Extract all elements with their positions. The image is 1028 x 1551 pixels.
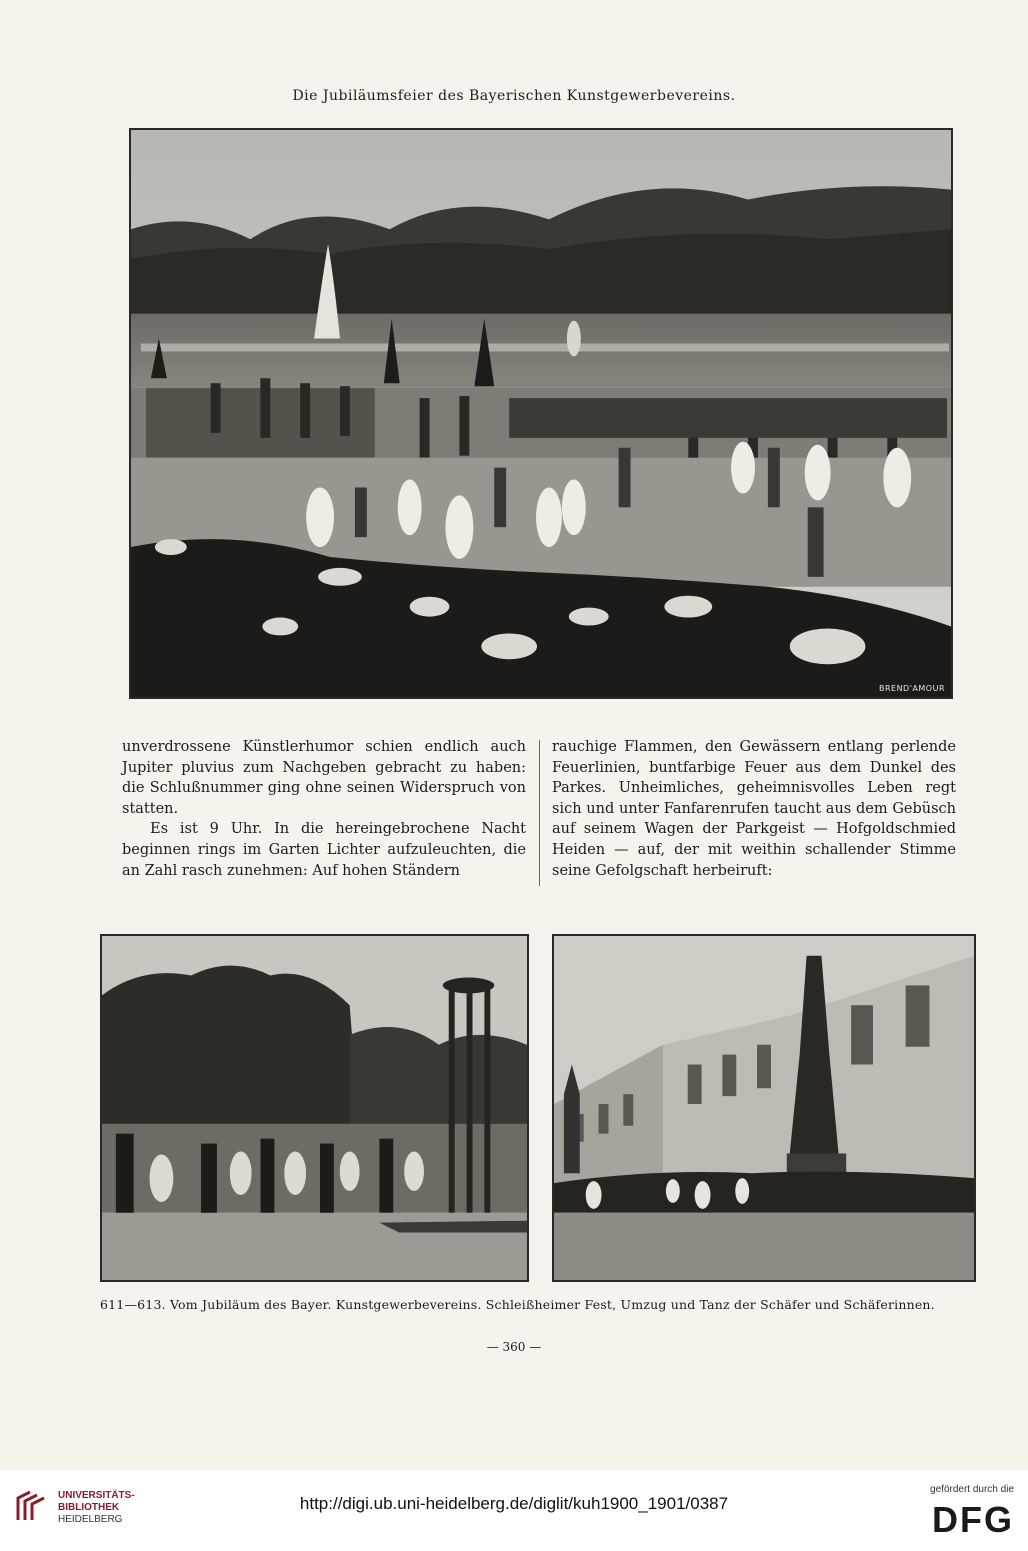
paragraph: rauchige Flammen, den Gewässern entlang perlende Feuerlinien, buntfarbige Feuer aus dem Dunkel des Parkes. Unheimliches, geheimnisvolles Leben regt sich und unter Fanfarenrufen taucht aus dem Gebüsch auf seinem Wagen der Parkgeist — Hofgoldschmied Heiden — auf, der mit weithin schallender Stimme seine Gefolgschaft herbeiruft:: [552, 739, 956, 879]
photo-palace-image: [554, 936, 974, 1280]
library-name-line: HEIDELBERG: [58, 1514, 123, 1525]
paragraph: unverdrossene Künstlerhumor schien endlich auch Jupiter pluvius zum Nachgeben gebracht zu haben: die Schlußnummer ging ohne seinen Widerspruch von statten.: [122, 739, 526, 817]
running-head: Die Jubiläumsfeier des Bayerischen Kunstgewerbevereins.: [292, 88, 736, 104]
funding-label: gefördert durch die: [930, 1484, 1014, 1495]
text-column-left: [122, 737, 526, 881]
column-divider: [539, 740, 540, 886]
photo-garden-dance-image: [131, 130, 951, 697]
photo-garden-dance: [129, 128, 953, 699]
permalink-url[interactable]: http://digi.ub.uni-heidelberg.de/diglit/kuh1900_1901/0387: [299, 1494, 729, 1513]
dfg-logo: DFG: [932, 1499, 1014, 1540]
paragraph: Es ist 9 Uhr. In die hereingebrochene Nacht beginnen rings im Garten Lichter aufzuleuchten, die an Zahl rasch zunehmen: Auf hohen Ständern: [122, 821, 526, 879]
photo-procession-image: [102, 936, 527, 1280]
library-name-line: BIBLIOTHEK: [58, 1502, 120, 1513]
photo-palace: [552, 934, 976, 1282]
library-name-line: UNIVERSITÄTS-: [58, 1490, 135, 1501]
photo-procession: [100, 934, 529, 1282]
text-column-right: [552, 737, 956, 881]
digitization-footer: [0, 1470, 1028, 1551]
photo-credit: BREND'AMOUR: [878, 684, 945, 693]
page-number: — 360 —: [486, 1340, 542, 1354]
figure-caption: 611—613. Vom Jubiläum des Bayer. Kunstgewerbevereins. Schleißheimer Fest, Umzug und Tanz der Schäfer und Schäferinnen.: [100, 1297, 935, 1312]
